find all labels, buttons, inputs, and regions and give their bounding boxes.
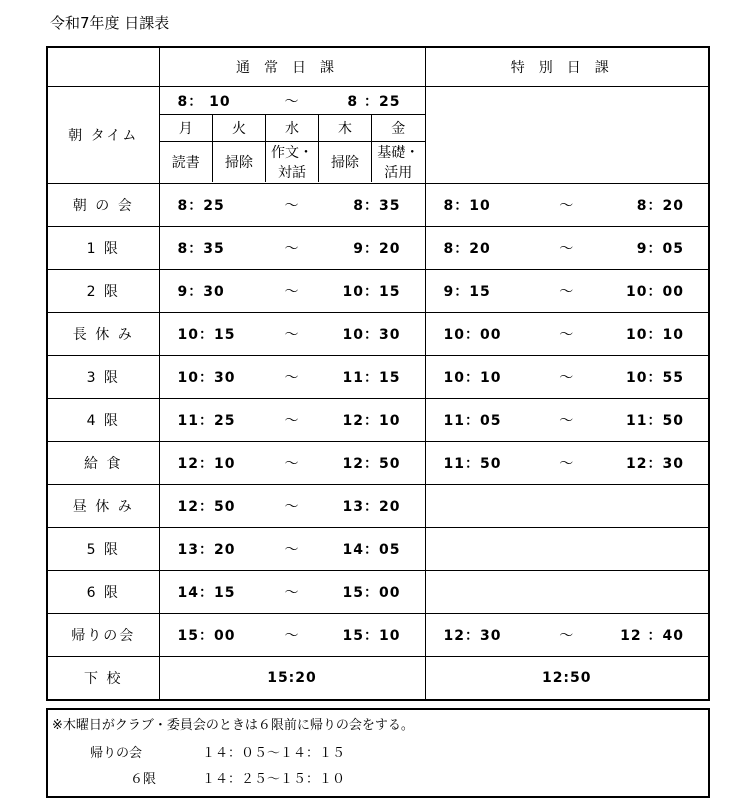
day-mon: 月 [160, 115, 213, 142]
special-start-time: 10：00 [443, 327, 502, 343]
normal-tilde: ～ [284, 327, 300, 343]
activity-tue: 掃除 [213, 142, 266, 183]
schedule-row [47, 442, 709, 485]
schedule-row [47, 356, 709, 399]
special-tilde: ～ [559, 456, 575, 472]
special-time-cell [425, 356, 709, 399]
special-time-cell [425, 571, 709, 614]
special-start-time: 9：15 [443, 284, 491, 300]
row-label: 帰りの会 [47, 614, 159, 657]
normal-end-time: 9：20 [353, 241, 401, 257]
note-line-1: ※木曜日がクラブ・委員会のときは６限前に帰りの会をする。 [52, 718, 414, 733]
normal-end-time: 10：15 [342, 284, 401, 300]
normal-start-time: 13：20 [177, 542, 236, 558]
morning-tilde: ～ [284, 94, 300, 110]
day-tue: 火 [213, 115, 266, 142]
normal-time-cell [159, 528, 425, 571]
schedule-row [47, 184, 709, 227]
row-label: 6 限 [47, 571, 159, 614]
special-end-time: 8：20 [636, 198, 684, 214]
normal-start-time: 12：50 [177, 499, 236, 515]
normal-end-time: 12：10 [342, 413, 401, 429]
day-thu: 木 [319, 115, 372, 142]
special-end-time: 10：10 [626, 327, 684, 343]
normal-end-time: 14：05 [342, 542, 401, 558]
row-label: 昼 休 み [47, 485, 159, 528]
special-end-time: 12：30 [626, 456, 684, 472]
normal-time-cell [159, 184, 425, 227]
special-start-time: 12：30 [443, 628, 502, 644]
special-time-cell [425, 270, 709, 313]
special-time-cell [425, 614, 709, 657]
special-time-cell [425, 528, 709, 571]
special-start-time: 8：10 [443, 198, 491, 214]
schedule-row [47, 614, 709, 657]
normal-time-cell [159, 442, 425, 485]
normal-time-cell [159, 313, 425, 356]
special-start-time: 10：10 [443, 370, 502, 386]
special-tilde: ～ [559, 628, 575, 644]
normal-tilde: ～ [284, 370, 300, 386]
special-time-cell [425, 227, 709, 270]
special-end-time: 12 ：40 [620, 628, 684, 644]
normal-end-time: 12：50 [342, 456, 401, 472]
activity-thu: 掃除 [319, 142, 372, 183]
special-end-time: 11：50 [626, 413, 684, 429]
special-end-time: 10：00 [626, 284, 684, 300]
normal-tilde: ～ [284, 198, 300, 214]
special-tilde: ～ [559, 284, 575, 300]
row-label: 給 食 [47, 442, 159, 485]
morning-time-cell [159, 87, 425, 184]
schedule-row [47, 485, 709, 528]
special-time-cell [425, 485, 709, 528]
normal-time-cell [159, 227, 425, 270]
day-fri: 金 [372, 115, 425, 142]
normal-start-time: 10：30 [177, 370, 236, 386]
normal-start-time: 14：15 [177, 585, 236, 601]
morning-end: 8 ：25 [347, 94, 401, 110]
special-tilde: ～ [559, 241, 575, 257]
special-start-time: 8：20 [443, 241, 491, 257]
row-label-dismissal: 下 校 [47, 657, 159, 701]
special-time-cell [425, 442, 709, 485]
normal-start-time: 8：35 [177, 241, 225, 257]
row-label: 5 限 [47, 528, 159, 571]
normal-start-time: 11：25 [177, 413, 236, 429]
normal-end-time: 8：35 [353, 198, 401, 214]
normal-end-time: 13：20 [342, 499, 401, 515]
special-start-time: 11：05 [443, 413, 502, 429]
normal-start-time: 9：30 [177, 284, 225, 300]
special-tilde: ～ [559, 198, 575, 214]
day-wed: 水 [266, 115, 319, 142]
row-label-morning: 朝 タイム [47, 87, 159, 184]
normal-tilde: ～ [284, 284, 300, 300]
row-label: 朝 の 会 [47, 184, 159, 227]
note-line-3-time: １４：２５～１５：１０ [202, 772, 346, 787]
normal-time-cell [159, 270, 425, 313]
schedule-row [47, 227, 709, 270]
row-label: 4 限 [47, 399, 159, 442]
schedule-row [47, 313, 709, 356]
page-title: 令和7年度 日課表 [50, 14, 170, 32]
normal-tilde: ～ [284, 542, 300, 558]
normal-end-time: 10：30 [342, 327, 401, 343]
morning-special-empty [425, 87, 709, 184]
normal-time-cell [159, 399, 425, 442]
special-tilde: ～ [559, 327, 575, 343]
schedule-table [46, 46, 710, 701]
special-end-time: 10：55 [626, 370, 684, 386]
normal-start-time: 12：10 [177, 456, 236, 472]
header-special: 特別日課 [425, 47, 709, 87]
schedule-row [47, 270, 709, 313]
normal-tilde: ～ [284, 499, 300, 515]
special-tilde: ～ [559, 413, 575, 429]
normal-tilde: ～ [284, 628, 300, 644]
normal-time-cell [159, 356, 425, 399]
normal-tilde: ～ [284, 456, 300, 472]
normal-time-cell [159, 571, 425, 614]
dismissal-special: 12:50 [425, 657, 709, 701]
row-label: 長 休 み [47, 313, 159, 356]
special-start-time: 11：50 [443, 456, 502, 472]
special-end-time: 9：05 [636, 241, 684, 257]
activity-fri: 基礎・活用 [372, 142, 425, 183]
normal-tilde: ～ [284, 585, 300, 601]
note-box [46, 708, 710, 798]
morning-start: 8： 10 [177, 94, 231, 110]
dismissal-normal: 15:20 [159, 657, 425, 701]
morning-time [160, 88, 425, 115]
note-line-3-label: ６限 [130, 772, 157, 787]
activity-mon: 読書 [160, 142, 213, 183]
normal-time-cell [159, 614, 425, 657]
normal-time-cell [159, 485, 425, 528]
schedule-row [47, 528, 709, 571]
normal-end-time: 15：10 [342, 628, 401, 644]
note-line-2-time: １４：０５～１４：１５ [202, 746, 346, 761]
activity-wed: 作文・対話 [266, 142, 319, 183]
special-time-cell [425, 399, 709, 442]
normal-tilde: ～ [284, 241, 300, 257]
normal-end-time: 15：00 [342, 585, 401, 601]
normal-tilde: ～ [284, 413, 300, 429]
normal-start-time: 10：15 [177, 327, 236, 343]
header-normal: 通常日課 [159, 47, 425, 87]
morning-subtable [160, 88, 425, 182]
special-time-cell [425, 184, 709, 227]
row-label: 2 限 [47, 270, 159, 313]
header-blank [47, 47, 159, 87]
normal-end-time: 11：15 [342, 370, 401, 386]
note-line-2-label: 帰りの会 [90, 746, 143, 761]
schedule-row [47, 399, 709, 442]
schedule-row [47, 571, 709, 614]
row-label: 1 限 [47, 227, 159, 270]
row-label: 3 限 [47, 356, 159, 399]
special-time-cell [425, 313, 709, 356]
special-tilde: ～ [559, 370, 575, 386]
normal-start-time: 8：25 [177, 198, 225, 214]
normal-start-time: 15：00 [177, 628, 236, 644]
